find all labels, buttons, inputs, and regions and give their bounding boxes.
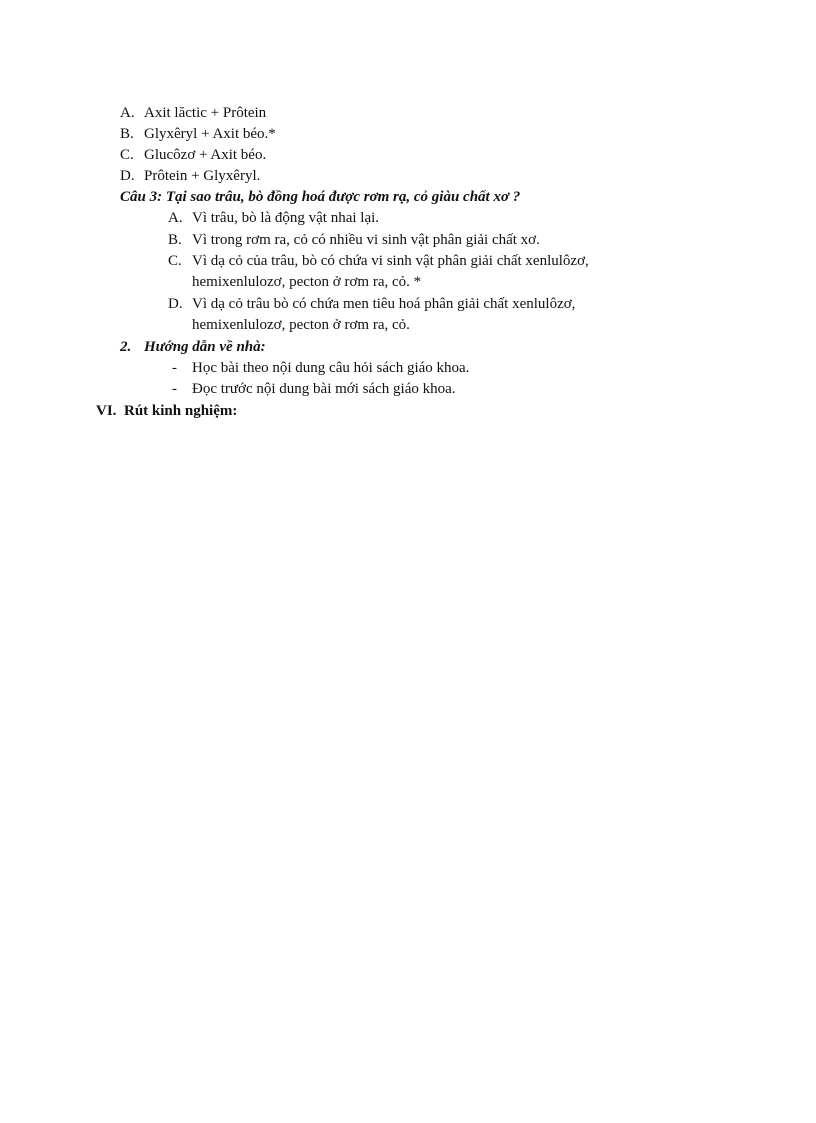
- q2-option-b-letter: B.: [120, 126, 134, 142]
- q3-option-a-text: Vì trâu, bò là động vật nhai lại.: [192, 210, 380, 226]
- section-vi-number: VI.: [96, 403, 117, 419]
- homework-item-2-text: Đọc trước nội dung bài mới sách giáo khoa.: [192, 381, 456, 397]
- q3-option-d-text-line2: hemixenlulozơ, pecton ở rơm ra, cỏ.: [192, 317, 410, 333]
- q3-option-d-text-line1: Vì dạ cỏ trâu bò có chứa men tiêu hoá phân giải chất xenlulôzơ,: [192, 296, 576, 312]
- q2-option-d-letter: D.: [120, 168, 135, 184]
- q2-option-b-text: Glyxêryl + Axit béo.*: [144, 126, 276, 142]
- q3-option-c-text-line2: hemixenlulozơ, pecton ở rơm ra, cỏ. *: [192, 274, 422, 290]
- homework-item-1-text: Học bài theo nội dung câu hỏi sách giáo khoa.: [192, 360, 470, 376]
- q2-option-c-text: Glucôzơ + Axit béo.: [144, 147, 267, 163]
- q2-option-c-letter: C.: [120, 147, 134, 163]
- q2-option-a-text: Axit lăctic + Prôtein: [144, 105, 267, 121]
- homework-item-1-bullet: -: [172, 360, 177, 376]
- section-vi-title: Rút kinh nghiệm:: [124, 403, 238, 419]
- q2-option-a-letter: A.: [120, 105, 135, 121]
- q3-option-c-letter: C.: [168, 253, 182, 269]
- q3-option-c-text-line1: Vì dạ cỏ của trâu, bò có chứa vi sinh vật phân giải chất xenlulôzơ,: [192, 253, 589, 269]
- q2-option-d-text: Prôtein + Glyxêryl.: [144, 168, 261, 184]
- homework-item-2-bullet: -: [172, 381, 177, 397]
- q3-option-a-letter: A.: [168, 210, 183, 226]
- q3-title: Câu 3: Tại sao trâu, bò đồng hoá được rơm rạ, cỏ giàu chất xơ ?: [120, 189, 521, 205]
- q3-option-b-letter: B.: [168, 232, 182, 248]
- q3-option-b-text: Vì trong rơm ra, cỏ có nhiều vi sinh vật phân giải chất xơ.: [192, 232, 540, 248]
- homework-number: 2.: [120, 339, 132, 355]
- q3-option-d-letter: D.: [168, 296, 183, 312]
- homework-title: Hướng dẫn về nhà:: [144, 339, 266, 355]
